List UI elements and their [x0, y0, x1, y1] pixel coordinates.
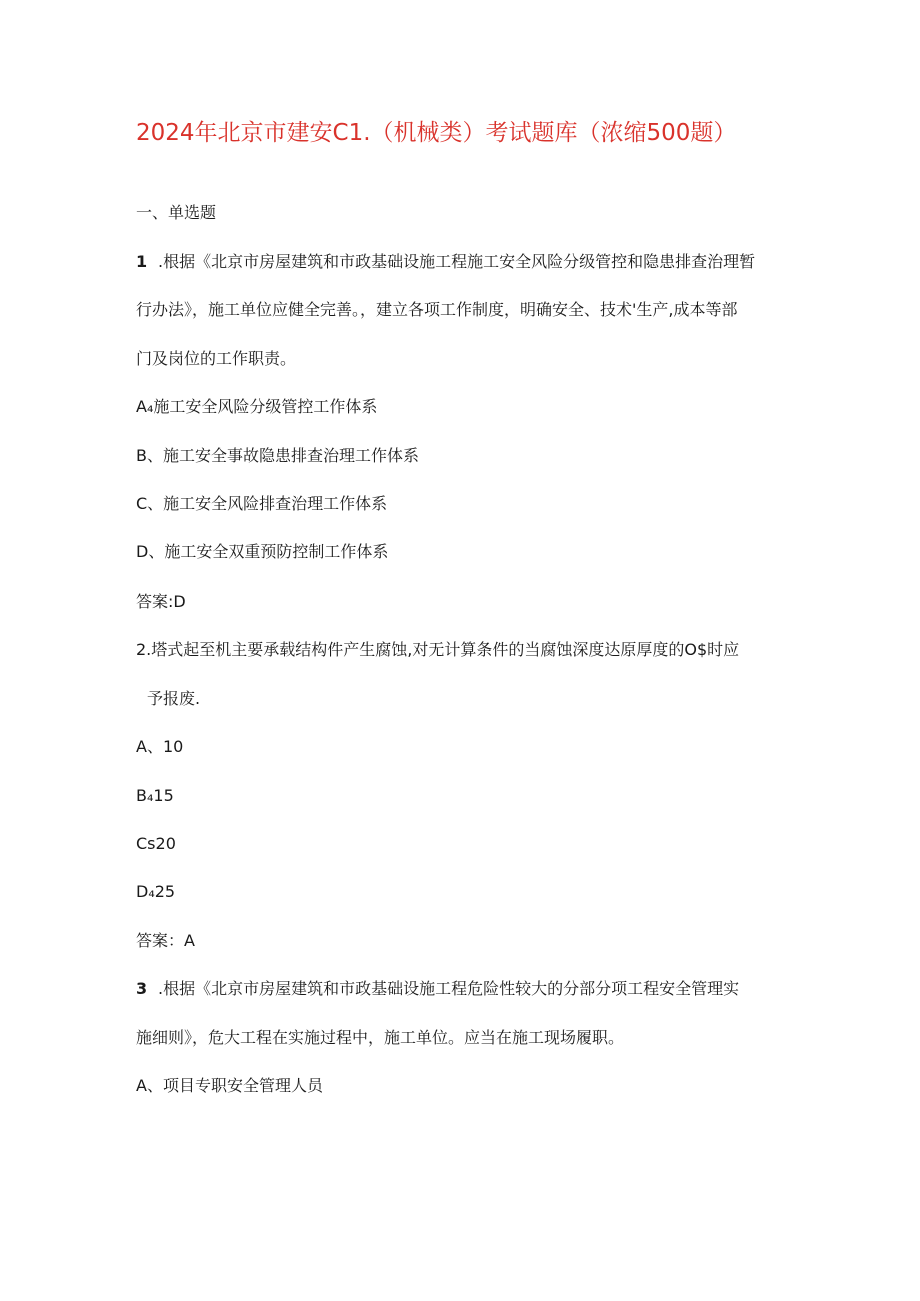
question-1-line-1: [136, 251, 755, 273]
question-1-line-3: 门及岗位的工作职责。: [136, 349, 297, 368]
question-3-option-a: A、项目专职安全管理人员: [136, 1076, 323, 1095]
document-title: 2024年北京市建安C1.（机械类）考试题库（浓缩500题）: [136, 120, 737, 146]
question-1-option-b: B、施工安全事故隐患排查治理工作体系: [136, 446, 419, 465]
question-3-line-1: [136, 978, 739, 1000]
question-2-option-d: D₄25: [136, 882, 176, 901]
question-3-number: 3: [136, 979, 148, 998]
question-3-text-1: .根据《北京市房屋建筑和市政基础设施工程危险性较大的分部分项工程安全管理实: [158, 979, 740, 998]
section-heading: 一、单选题: [136, 203, 217, 222]
question-3-line-2: 施细则》，危大工程在实施过程中，施工单位。应当在施工现场履职。: [136, 1028, 625, 1047]
question-1-option-c: C、施工安全风险排查治理工作体系: [136, 494, 388, 513]
question-2-line-1: 2.塔式起至机主要承载结构件产生腐蚀,对无计算条件的当腐蚀深度达原厚度的O$时应: [136, 640, 740, 659]
question-1-text-1: .根据《北京市房屋建筑和市政基础设施工程施工安全风险分级管控和隐患排查治理暂: [158, 252, 756, 271]
question-2-option-b: B₄15: [136, 786, 174, 805]
question-2-option-a: A、10: [136, 737, 184, 756]
question-2-option-c: Cs20: [136, 834, 176, 853]
question-1-option-a: A₄施工安全风险分级管控工作体系: [136, 397, 378, 416]
question-2-line-2: 予报废.: [147, 689, 201, 708]
question-1-line-2: 行办法》，施工单位应健全完善。，建立各项工作制度，明确安全、技术'生产,成本等部: [136, 300, 738, 319]
question-1-number: 1: [136, 252, 148, 271]
question-1-answer: 答案:D: [136, 592, 186, 611]
question-2-answer: 答案：A: [136, 931, 195, 950]
question-1-option-d: D、施工安全双重预防控制工作体系: [136, 542, 389, 561]
